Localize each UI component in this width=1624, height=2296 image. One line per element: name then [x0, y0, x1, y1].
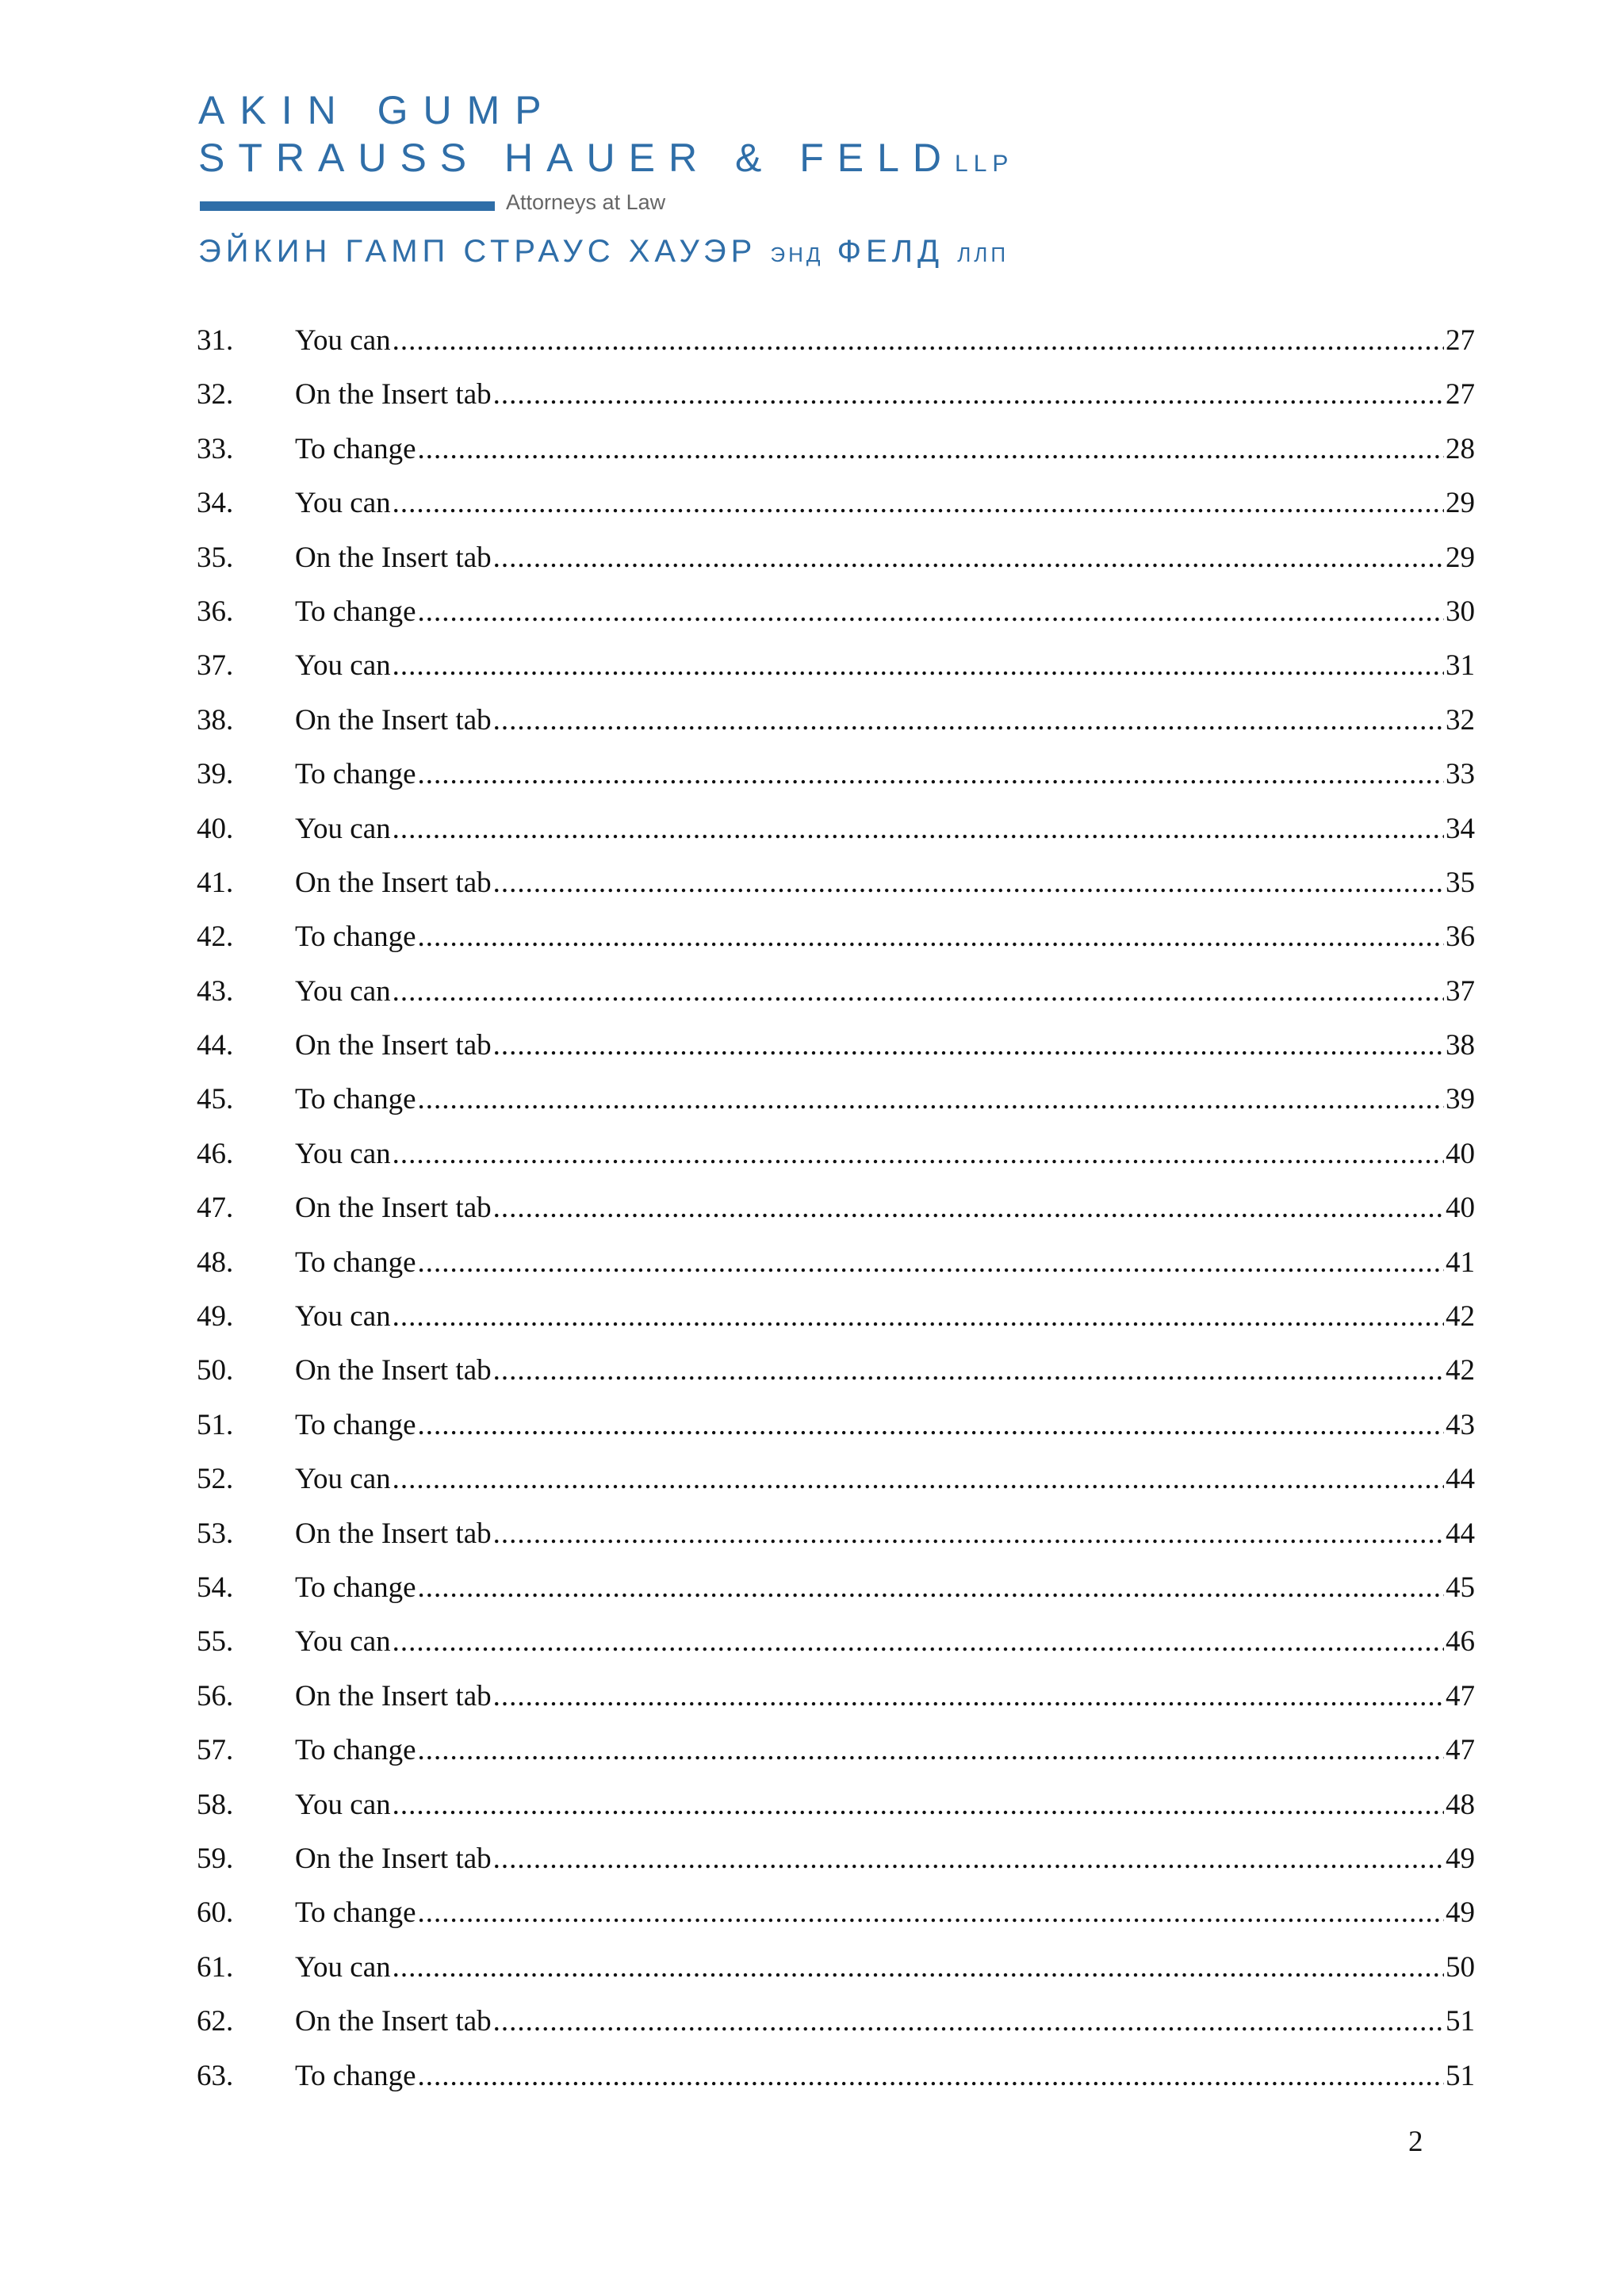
toc-entry-number: 48. [197, 1246, 234, 1279]
toc-entry-number: 37. [197, 649, 234, 683]
toc-dot-leader [418, 423, 1444, 476]
toc-entry[interactable] [197, 1941, 1475, 1995]
toc-entry[interactable] [197, 1019, 1475, 1073]
toc-entry-number: 43. [197, 974, 234, 1008]
toc-entry-number: 59. [197, 1842, 234, 1875]
toc-entry[interactable] [197, 1181, 1475, 1235]
toc-entry-number: 51. [197, 1408, 234, 1441]
toc-dot-leader [393, 1290, 1444, 1344]
toc-entry[interactable] [197, 1290, 1475, 1344]
toc-entry-number: 45. [197, 1083, 234, 1116]
toc-dot-leader [418, 585, 1444, 639]
cyrillic-feld: ФЕЛД [837, 234, 944, 269]
toc-dot-leader [493, 1181, 1444, 1235]
toc-entry-number: 55. [197, 1625, 234, 1659]
toc-dot-leader [493, 1670, 1444, 1724]
toc-dot-leader [393, 1778, 1444, 1832]
toc-entry[interactable] [197, 1236, 1475, 1290]
toc-entry-page: 47 [1446, 1679, 1475, 1712]
cyrillic-suffix: ЛЛП [957, 243, 1009, 266]
toc-entry[interactable] [197, 748, 1475, 802]
toc-entry-title: You can [295, 649, 391, 683]
toc-entry[interactable] [197, 2049, 1475, 2103]
toc-entry-page: 36 [1446, 920, 1475, 954]
letterhead-rule-row [198, 190, 1094, 225]
toc-entry[interactable] [197, 639, 1475, 693]
toc-entry-page: 38 [1446, 1029, 1475, 1062]
toc-entry[interactable] [197, 1399, 1475, 1452]
toc-entry-number: 38. [197, 703, 234, 737]
toc-dot-leader [418, 748, 1444, 802]
toc-entry-title: On the Insert tab [295, 1517, 492, 1550]
toc-entry-page: 49 [1446, 1842, 1475, 1875]
toc-entry-number: 36. [197, 595, 234, 628]
toc-entry-title: You can [295, 812, 391, 845]
toc-entry-page: 41 [1446, 1246, 1475, 1279]
toc-dot-leader [393, 314, 1444, 368]
toc-entry-number: 53. [197, 1517, 234, 1550]
toc-entry-page: 34 [1446, 812, 1475, 845]
toc-entry-number: 31. [197, 324, 234, 357]
toc-entry-title: On the Insert tab [295, 1842, 492, 1875]
toc-entry-number: 32. [197, 378, 234, 411]
toc-entry-title: On the Insert tab [295, 866, 492, 899]
toc-entry[interactable] [197, 1344, 1475, 1398]
tagline: Attorneys at Law [506, 190, 666, 214]
toc-entry-page: 31 [1446, 649, 1475, 683]
toc-entry[interactable] [197, 856, 1475, 910]
toc-entry-number: 46. [197, 1137, 234, 1170]
toc-entry-title: To change [295, 1246, 416, 1279]
toc-entry-number: 39. [197, 758, 234, 791]
toc-dot-leader [418, 2049, 1444, 2103]
toc-entry[interactable] [197, 1886, 1475, 1940]
toc-entry[interactable] [197, 1073, 1475, 1127]
toc-dot-leader [418, 1886, 1444, 1940]
toc-entry-number: 50. [197, 1354, 234, 1387]
firm-name-line1: AKIN GUMP [198, 88, 557, 132]
toc-entry-number: 42. [197, 920, 234, 954]
toc-entry-number: 35. [197, 541, 234, 574]
toc-dot-leader [393, 1127, 1444, 1181]
toc-entry[interactable] [197, 694, 1475, 748]
toc-entry-page: 40 [1446, 1137, 1475, 1170]
toc-entry-title: You can [295, 1625, 391, 1659]
toc-entry-number: 62. [197, 2005, 234, 2038]
toc-dot-leader [393, 965, 1444, 1019]
toc-entry-title: To change [295, 432, 416, 465]
page-number: 2 [1408, 2126, 1423, 2158]
toc-entry-title: To change [295, 595, 416, 628]
toc-entry-title: You can [295, 1950, 391, 1984]
toc-dot-leader [418, 1236, 1444, 1290]
toc-entry-page: 43 [1446, 1408, 1475, 1441]
toc-entry-page: 32 [1446, 703, 1475, 737]
toc-entry-number: 58. [197, 1788, 234, 1821]
letterhead [198, 87, 1094, 276]
toc-dot-leader [393, 1615, 1444, 1669]
toc-entry-number: 63. [197, 2059, 234, 2092]
toc-entry[interactable] [197, 423, 1475, 476]
toc-dot-leader [493, 1995, 1444, 2049]
toc-dot-leader [393, 802, 1444, 856]
toc-dot-leader [493, 1019, 1444, 1073]
toc-entry-title: You can [295, 487, 391, 520]
toc-entry-number: 54. [197, 1571, 234, 1604]
toc-entry-title: On the Insert tab [295, 1029, 492, 1062]
toc-entry-title: You can [295, 1137, 391, 1170]
toc-entry-title: To change [295, 758, 416, 791]
toc-entry[interactable] [197, 1452, 1475, 1506]
toc-entry[interactable] [197, 585, 1475, 639]
toc-dot-leader [493, 368, 1444, 422]
toc-entry-page: 30 [1446, 595, 1475, 628]
toc-entry-number: 56. [197, 1679, 234, 1712]
toc-entry-title: On the Insert tab [295, 1679, 492, 1712]
toc-entry[interactable] [197, 476, 1475, 530]
toc-entry-number: 60. [197, 1896, 234, 1930]
toc-entry[interactable] [197, 368, 1475, 422]
toc-entry-title: To change [295, 2059, 416, 2092]
toc-entry-title: You can [295, 974, 391, 1008]
toc-dot-leader [493, 1344, 1444, 1398]
cyrillic-and: ЭНД [770, 243, 824, 266]
toc-entry[interactable] [197, 1832, 1475, 1886]
toc-entry-title: You can [295, 1463, 391, 1496]
toc-dot-leader [493, 531, 1444, 585]
toc-entry[interactable] [197, 910, 1475, 964]
toc-entry-page: 48 [1446, 1788, 1475, 1821]
toc-entry-title: To change [295, 1896, 416, 1930]
toc-entry-number: 40. [197, 812, 234, 845]
toc-entry-page: 42 [1446, 1354, 1475, 1387]
toc-entry-page: 33 [1446, 758, 1475, 791]
toc-entry[interactable] [197, 1561, 1475, 1615]
toc-entry-number: 57. [197, 1734, 234, 1767]
toc-entry[interactable] [197, 1778, 1475, 1832]
toc-entry-number: 34. [197, 487, 234, 520]
toc-entry-page: 46 [1446, 1625, 1475, 1659]
toc-entry-page: 44 [1446, 1517, 1475, 1550]
toc-entry-number: 61. [197, 1950, 234, 1984]
toc-dot-leader [393, 639, 1444, 693]
toc-entry-page: 35 [1446, 866, 1475, 899]
toc-entry-title: You can [295, 1788, 391, 1821]
toc-entry[interactable] [197, 1724, 1475, 1777]
toc-entry-number: 41. [197, 866, 234, 899]
toc-entry[interactable] [197, 1127, 1475, 1181]
toc-entry-page: 29 [1446, 487, 1475, 520]
toc-dot-leader [418, 1399, 1444, 1452]
toc-entry-number: 49. [197, 1300, 234, 1334]
toc-dot-leader [393, 1452, 1444, 1506]
toc-entry-page: 44 [1446, 1463, 1475, 1496]
toc-entry-page: 28 [1446, 432, 1475, 465]
toc-entry-number: 47. [197, 1192, 234, 1225]
toc-entry-page: 39 [1446, 1083, 1475, 1116]
toc-entry-page: 29 [1446, 541, 1475, 574]
toc-entry-title: You can [295, 1300, 391, 1334]
toc-entry-page: 49 [1446, 1896, 1475, 1930]
toc-entry-number: 52. [197, 1463, 234, 1496]
toc-entry[interactable] [197, 1670, 1475, 1724]
toc-entry-title: To change [295, 1734, 416, 1767]
toc-entry-page: 27 [1446, 378, 1475, 411]
toc-entry-page: 40 [1446, 1192, 1475, 1225]
toc-entry-page: 51 [1446, 2005, 1475, 2038]
toc-entry[interactable] [197, 965, 1475, 1019]
toc-entry-title: On the Insert tab [295, 2005, 492, 2038]
toc-entry[interactable] [197, 314, 1475, 368]
firm-name-cyrillic [198, 230, 1094, 276]
toc-entry[interactable] [197, 802, 1475, 856]
toc-dot-leader [493, 694, 1444, 748]
toc-dot-leader [393, 1941, 1444, 1995]
letterhead-rule [200, 201, 495, 211]
toc-dot-leader [393, 476, 1444, 530]
toc-entry-title: You can [295, 324, 391, 357]
toc-entry-page: 37 [1446, 974, 1475, 1008]
toc-entry-page: 51 [1446, 2059, 1475, 2092]
toc-entry-page: 50 [1446, 1950, 1475, 1984]
firm-name-llp: LLP [955, 151, 1014, 177]
toc-dot-leader [418, 1724, 1444, 1777]
toc-dot-leader [418, 910, 1444, 964]
toc-entry-title: On the Insert tab [295, 1354, 492, 1387]
table-of-contents [197, 314, 1475, 2103]
toc-entry-title: To change [295, 920, 416, 954]
toc-entry-page: 27 [1446, 324, 1475, 357]
toc-entry[interactable] [197, 1615, 1475, 1669]
toc-entry[interactable] [197, 531, 1475, 585]
toc-dot-leader [418, 1561, 1444, 1615]
toc-entry-title: On the Insert tab [295, 541, 492, 574]
toc-entry-number: 33. [197, 432, 234, 465]
toc-entry-page: 42 [1446, 1300, 1475, 1334]
toc-entry[interactable] [197, 1995, 1475, 2049]
toc-entry-page: 45 [1446, 1571, 1475, 1604]
toc-entry-title: On the Insert tab [295, 1192, 492, 1225]
toc-entry-title: On the Insert tab [295, 378, 492, 411]
toc-dot-leader [418, 1073, 1444, 1127]
toc-dot-leader [493, 856, 1444, 910]
firm-name-line2 [198, 135, 1094, 187]
toc-entry-title: To change [295, 1571, 416, 1604]
toc-entry-title: On the Insert tab [295, 703, 492, 737]
toc-entry-title: To change [295, 1083, 416, 1116]
cyrillic-main: ЭЙКИН ГАМП СТРАУС ХАУЭР [198, 234, 757, 269]
toc-entry-number: 44. [197, 1029, 234, 1062]
toc-entry-title: To change [295, 1408, 416, 1441]
toc-entry-page: 47 [1446, 1734, 1475, 1767]
toc-dot-leader [493, 1507, 1444, 1561]
toc-entry[interactable] [197, 1507, 1475, 1561]
firm-name-line2-main: STRAUSS HAUER & FELD [198, 136, 956, 180]
toc-dot-leader [493, 1832, 1444, 1886]
